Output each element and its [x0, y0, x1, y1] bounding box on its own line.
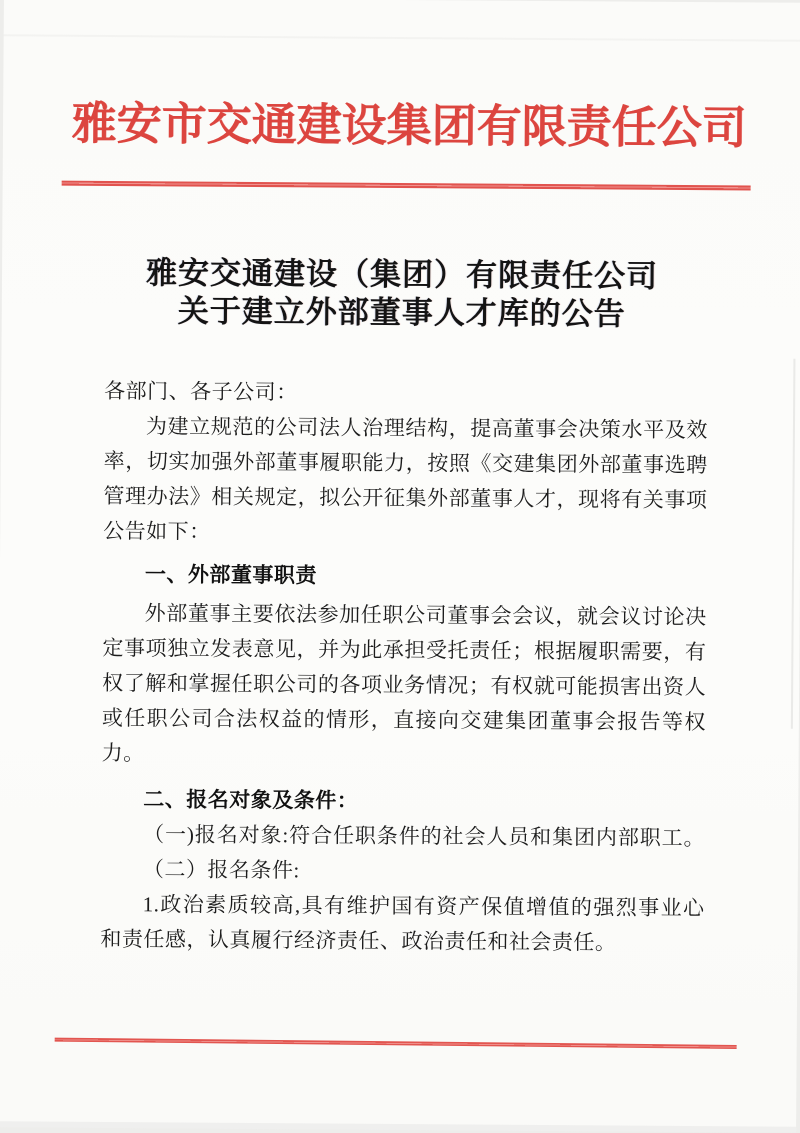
body-line: （二）报名条件: — [142, 857, 300, 883]
body-line: 管理办法》相关规定，拟公开征集外部董事人才，现将有关事项 — [103, 483, 708, 513]
letterhead-divider-rule — [62, 181, 751, 191]
body-line: （一)报名对象:符合任职条件的社会人员和集团内部职工。 — [143, 822, 706, 851]
body-line: 权了解和掌握任职公司的各项业务情况；有权就可能损害出资人 — [102, 670, 707, 700]
footer-rule — [55, 1038, 737, 1049]
scan-edge-artifact — [791, 359, 796, 729]
document-title-line2: 关于建立外部董事人才库的公告 — [177, 293, 626, 332]
body-line: 为建立规范的公司法人治理结构，提高董事会决策水平及效 — [145, 414, 709, 443]
scan-streak-artifact — [4, 34, 800, 42]
body-line: 各部门、各子公司： — [104, 378, 298, 405]
scan-streak-artifact — [0, 1121, 796, 1133]
body-line: 和责任感，认真履行经济责任、政治责任和社会责任。 — [100, 926, 617, 955]
letterhead-org-name: 雅安市交通建设集团有限责任公司 — [71, 98, 747, 154]
body-line: 1.政治素质较高,具有维护国有资产保值增值的强烈事业心 — [142, 892, 705, 921]
body-line: 或任职公司合法权益的情形，直接向交建集团董事会报告等权 — [101, 705, 706, 735]
body-line: 力。 — [101, 740, 145, 766]
body-line: 外部董事主要依法参加任职公司董事会会议，就会议讨论决 — [144, 601, 707, 630]
body-line: 率，切实加强外部董事履职能力，按照《交建集团外部董事选聘 — [103, 448, 708, 478]
section-heading: 一、外部董事职责 — [144, 563, 318, 588]
document-title — [2, 253, 800, 335]
document-body — [100, 374, 708, 961]
body-line: 定事项独立发表意见，并为此承担受托责任；根据履职需要，有 — [102, 635, 707, 665]
section-heading: 二、报名对象及条件： — [143, 788, 359, 813]
body-line: 公告如下： — [103, 518, 211, 544]
document-title-line1: 雅安交通建设（集团）有限责任公司 — [145, 255, 659, 294]
